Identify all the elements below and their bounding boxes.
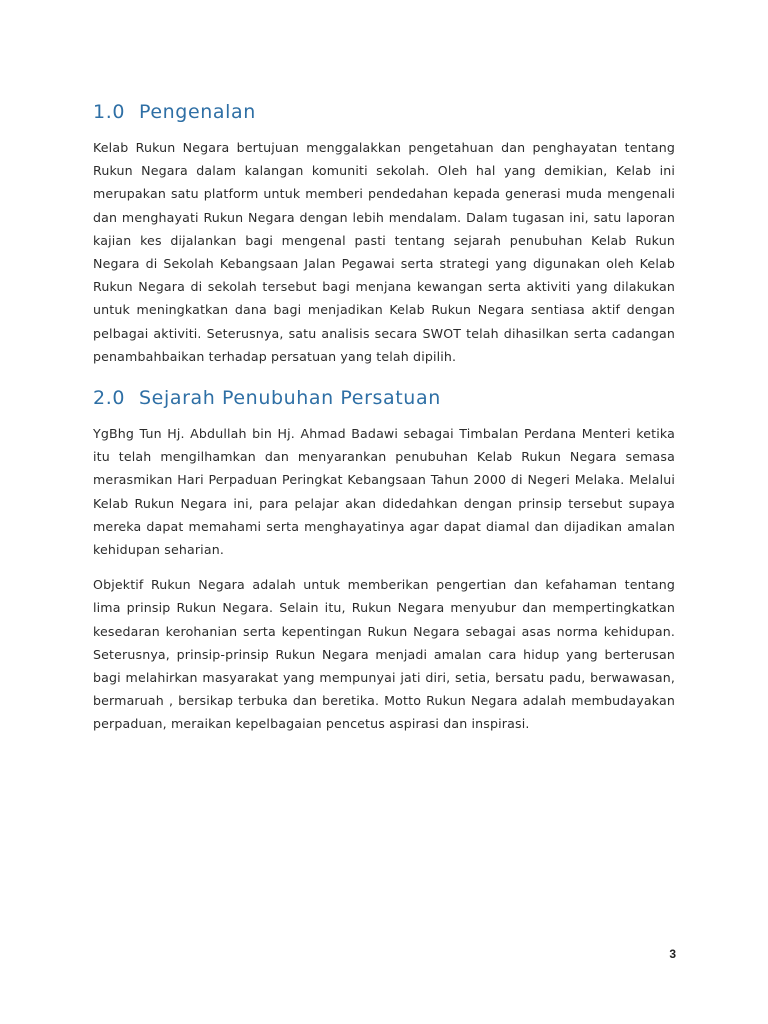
section-title: Pengenalan (139, 101, 256, 123)
section-number: 1.0 (93, 101, 126, 123)
section-title: Sejarah Penubuhan Persatuan (139, 387, 441, 410)
section-pengenalan (93, 98, 675, 368)
section-number: 2.0 (93, 387, 126, 410)
section-sejarah-penubuhan (93, 384, 675, 736)
paragraph: Kelab Rukun Negara bertujuan menggalakkan pengetahuan dan penghayatan tentang Rukun Negara dalam kalangan komuniti sekolah. Oleh hal yang demikian, Kelab ini merupakan satu platform untuk memberi pendedahan kepada generasi muda mengenali dan menghayati Rukun Negara dengan lebih mendalam. Dalam tugasan ini, satu laporan kajian kes dijalankan bagi mengenal pasti tentang sejarah penubuhan Kelab Rukun Negara di Sekolah Kebangsaan Jalan Pegawai serta strategi yang digunakan oleh Kelab Rukun Negara di sekolah tersebut bagi menjana kewangan serta aktiviti yang dilakukan untuk meningkatkan dana bagi menjadikan Kelab Rukun Negara sentiasa aktif dengan pelbagai aktiviti. Seterusnya, satu analisis secara SWOT telah dihasilkan serta cadangan penambahbaikan terhadap persatuan yang telah dipilih. (93, 140, 675, 364)
page-content (93, 98, 675, 748)
page-number: 3 (669, 947, 676, 961)
section-heading (93, 98, 675, 126)
section-heading (93, 384, 675, 412)
paragraph: Objektif Rukun Negara adalah untuk memberikan pengertian dan kefahaman tentang lima prinsip Rukun Negara. Selain itu, Rukun Negara menyubur dan mempertingkatkan kesedaran kerohanian serta kepentingan Rukun Negara sebagai asas norma kehidupan. Seterusnya, prinsip-prinsip Rukun Negara menjadi amalan cara hidup yang berterusan bagi melahirkan masyarakat yang mempunyai jati diri, setia, bersatu padu, berwawasan, bermaruah , bersikap terbuka dan beretika. Motto Rukun Negara adalah membudayakan perpaduan, meraikan kepelbagaian pencetus aspirasi dan inspirasi. (93, 577, 675, 732)
paragraph: YgBhg Tun Hj. Abdullah bin Hj. Ahmad Badawi sebagai Timbalan Perdana Menteri ketika itu telah mengilhamkan dan menyarankan penubuhan Kelab Rukun Negara semasa merasmikan Hari Perpaduan Peringkat Kebangsaan Tahun 2000 di Negeri Melaka. Melalui Kelab Rukun Negara ini, para pelajar akan didedahkan dengan prinsip tersebut supaya mereka dapat memahami serta menghayatinya agar dapat diamal dan dijadikan amalan kehidupan seharian. (93, 426, 675, 558)
